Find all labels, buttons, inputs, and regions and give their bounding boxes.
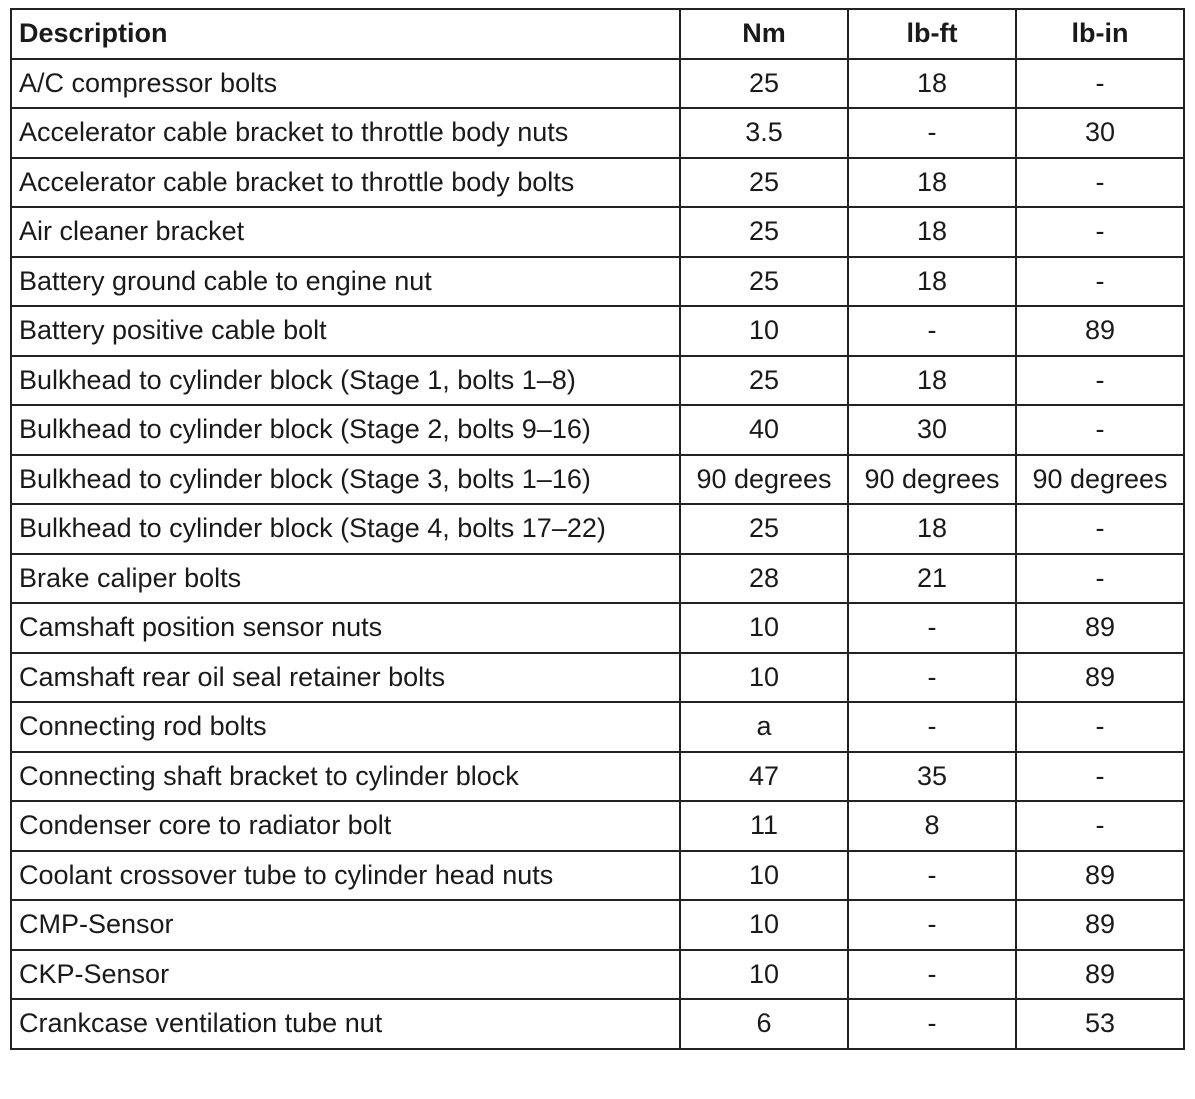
cell-nm: 10 xyxy=(680,950,848,1000)
cell-lbft: 18 xyxy=(848,158,1016,208)
cell-lbft: - xyxy=(848,900,1016,950)
cell-nm: 10 xyxy=(680,900,848,950)
cell-nm: 10 xyxy=(680,603,848,653)
cell-lbin: 53 xyxy=(1016,999,1184,1049)
cell-nm: 47 xyxy=(680,752,848,802)
cell-lbft: 21 xyxy=(848,554,1016,604)
cell-lbft: 18 xyxy=(848,356,1016,406)
cell-nm: 25 xyxy=(680,158,848,208)
cell-lbin: 89 xyxy=(1016,603,1184,653)
cell-lbft: - xyxy=(848,108,1016,158)
cell-lbin: - xyxy=(1016,702,1184,752)
cell-lbin: 89 xyxy=(1016,900,1184,950)
cell-lbft: 18 xyxy=(848,207,1016,257)
cell-nm: 25 xyxy=(680,356,848,406)
cell-lbin: - xyxy=(1016,801,1184,851)
cell-description: Coolant crossover tube to cylinder head nuts xyxy=(11,851,680,901)
cell-lbft: - xyxy=(848,851,1016,901)
cell-description: Bulkhead to cylinder block (Stage 4, bolts 17–22) xyxy=(11,504,680,554)
cell-description: Bulkhead to cylinder block (Stage 2, bolts 9–16) xyxy=(11,405,680,455)
cell-description: Condenser core to radiator bolt xyxy=(11,801,680,851)
cell-lbft: 18 xyxy=(848,257,1016,307)
cell-description: Camshaft position sensor nuts xyxy=(11,603,680,653)
cell-lbft: - xyxy=(848,653,1016,703)
header-lbin: lb-in xyxy=(1016,9,1184,59)
cell-description: A/C compressor bolts xyxy=(11,59,680,109)
table-row xyxy=(11,504,1184,554)
cell-description: Accelerator cable bracket to throttle body nuts xyxy=(11,108,680,158)
torque-spec-table xyxy=(10,8,1185,1050)
cell-lbin: - xyxy=(1016,59,1184,109)
cell-lbin: 89 xyxy=(1016,653,1184,703)
table-row xyxy=(11,405,1184,455)
cell-description: Brake caliper bolts xyxy=(11,554,680,604)
table-row xyxy=(11,653,1184,703)
table-row xyxy=(11,900,1184,950)
cell-description: Crankcase ventilation tube nut xyxy=(11,999,680,1049)
cell-lbft: - xyxy=(848,950,1016,1000)
table-row xyxy=(11,950,1184,1000)
header-nm: Nm xyxy=(680,9,848,59)
cell-lbft: 8 xyxy=(848,801,1016,851)
table-row xyxy=(11,257,1184,307)
cell-nm: 25 xyxy=(680,59,848,109)
cell-description: Connecting rod bolts xyxy=(11,702,680,752)
cell-description: Battery ground cable to engine nut xyxy=(11,257,680,307)
table-body xyxy=(11,59,1184,1049)
cell-nm: 3.5 xyxy=(680,108,848,158)
table-row xyxy=(11,59,1184,109)
cell-description: Bulkhead to cylinder block (Stage 1, bolts 1–8) xyxy=(11,356,680,406)
cell-description: CMP-Sensor xyxy=(11,900,680,950)
cell-nm: 10 xyxy=(680,851,848,901)
table-row xyxy=(11,999,1184,1049)
table-row xyxy=(11,306,1184,356)
cell-nm: 10 xyxy=(680,653,848,703)
cell-lbft: - xyxy=(848,603,1016,653)
table-row xyxy=(11,108,1184,158)
cell-nm: a xyxy=(680,702,848,752)
header-row xyxy=(11,9,1184,59)
cell-description: Battery positive cable bolt xyxy=(11,306,680,356)
table-row xyxy=(11,702,1184,752)
cell-nm: 90 degrees xyxy=(680,455,848,505)
cell-lbin: - xyxy=(1016,504,1184,554)
cell-nm: 6 xyxy=(680,999,848,1049)
table-row xyxy=(11,801,1184,851)
cell-lbin: - xyxy=(1016,356,1184,406)
table-header xyxy=(11,9,1184,59)
cell-lbft: 18 xyxy=(848,59,1016,109)
cell-nm: 25 xyxy=(680,504,848,554)
cell-nm: 25 xyxy=(680,257,848,307)
cell-description: Connecting shaft bracket to cylinder block xyxy=(11,752,680,802)
cell-lbin: - xyxy=(1016,158,1184,208)
cell-lbft: 90 degrees xyxy=(848,455,1016,505)
cell-lbin: - xyxy=(1016,207,1184,257)
cell-lbin: - xyxy=(1016,405,1184,455)
cell-lbin: - xyxy=(1016,752,1184,802)
cell-lbin: - xyxy=(1016,257,1184,307)
table-row xyxy=(11,356,1184,406)
cell-lbin: - xyxy=(1016,554,1184,604)
cell-description: Accelerator cable bracket to throttle body bolts xyxy=(11,158,680,208)
table-row xyxy=(11,603,1184,653)
cell-description: Bulkhead to cylinder block (Stage 3, bolts 1–16) xyxy=(11,455,680,505)
cell-nm: 11 xyxy=(680,801,848,851)
cell-lbft: 18 xyxy=(848,504,1016,554)
table-row xyxy=(11,455,1184,505)
header-lbft: lb-ft xyxy=(848,9,1016,59)
cell-lbft: - xyxy=(848,306,1016,356)
cell-description: Air cleaner bracket xyxy=(11,207,680,257)
cell-nm: 40 xyxy=(680,405,848,455)
cell-lbin: 89 xyxy=(1016,851,1184,901)
cell-lbft: 35 xyxy=(848,752,1016,802)
cell-lbin: 90 degrees xyxy=(1016,455,1184,505)
table-row xyxy=(11,554,1184,604)
cell-nm: 28 xyxy=(680,554,848,604)
table-row xyxy=(11,752,1184,802)
table-row xyxy=(11,851,1184,901)
table-row xyxy=(11,207,1184,257)
cell-lbft: 30 xyxy=(848,405,1016,455)
cell-lbft: - xyxy=(848,702,1016,752)
cell-nm: 25 xyxy=(680,207,848,257)
cell-nm: 10 xyxy=(680,306,848,356)
cell-lbin: 89 xyxy=(1016,950,1184,1000)
cell-lbin: 89 xyxy=(1016,306,1184,356)
torque-spec-sheet xyxy=(10,8,1185,1050)
cell-lbft: - xyxy=(848,999,1016,1049)
header-description: Description xyxy=(11,9,680,59)
cell-description: CKP-Sensor xyxy=(11,950,680,1000)
cell-lbin: 30 xyxy=(1016,108,1184,158)
cell-description: Camshaft rear oil seal retainer bolts xyxy=(11,653,680,703)
table-row xyxy=(11,158,1184,208)
